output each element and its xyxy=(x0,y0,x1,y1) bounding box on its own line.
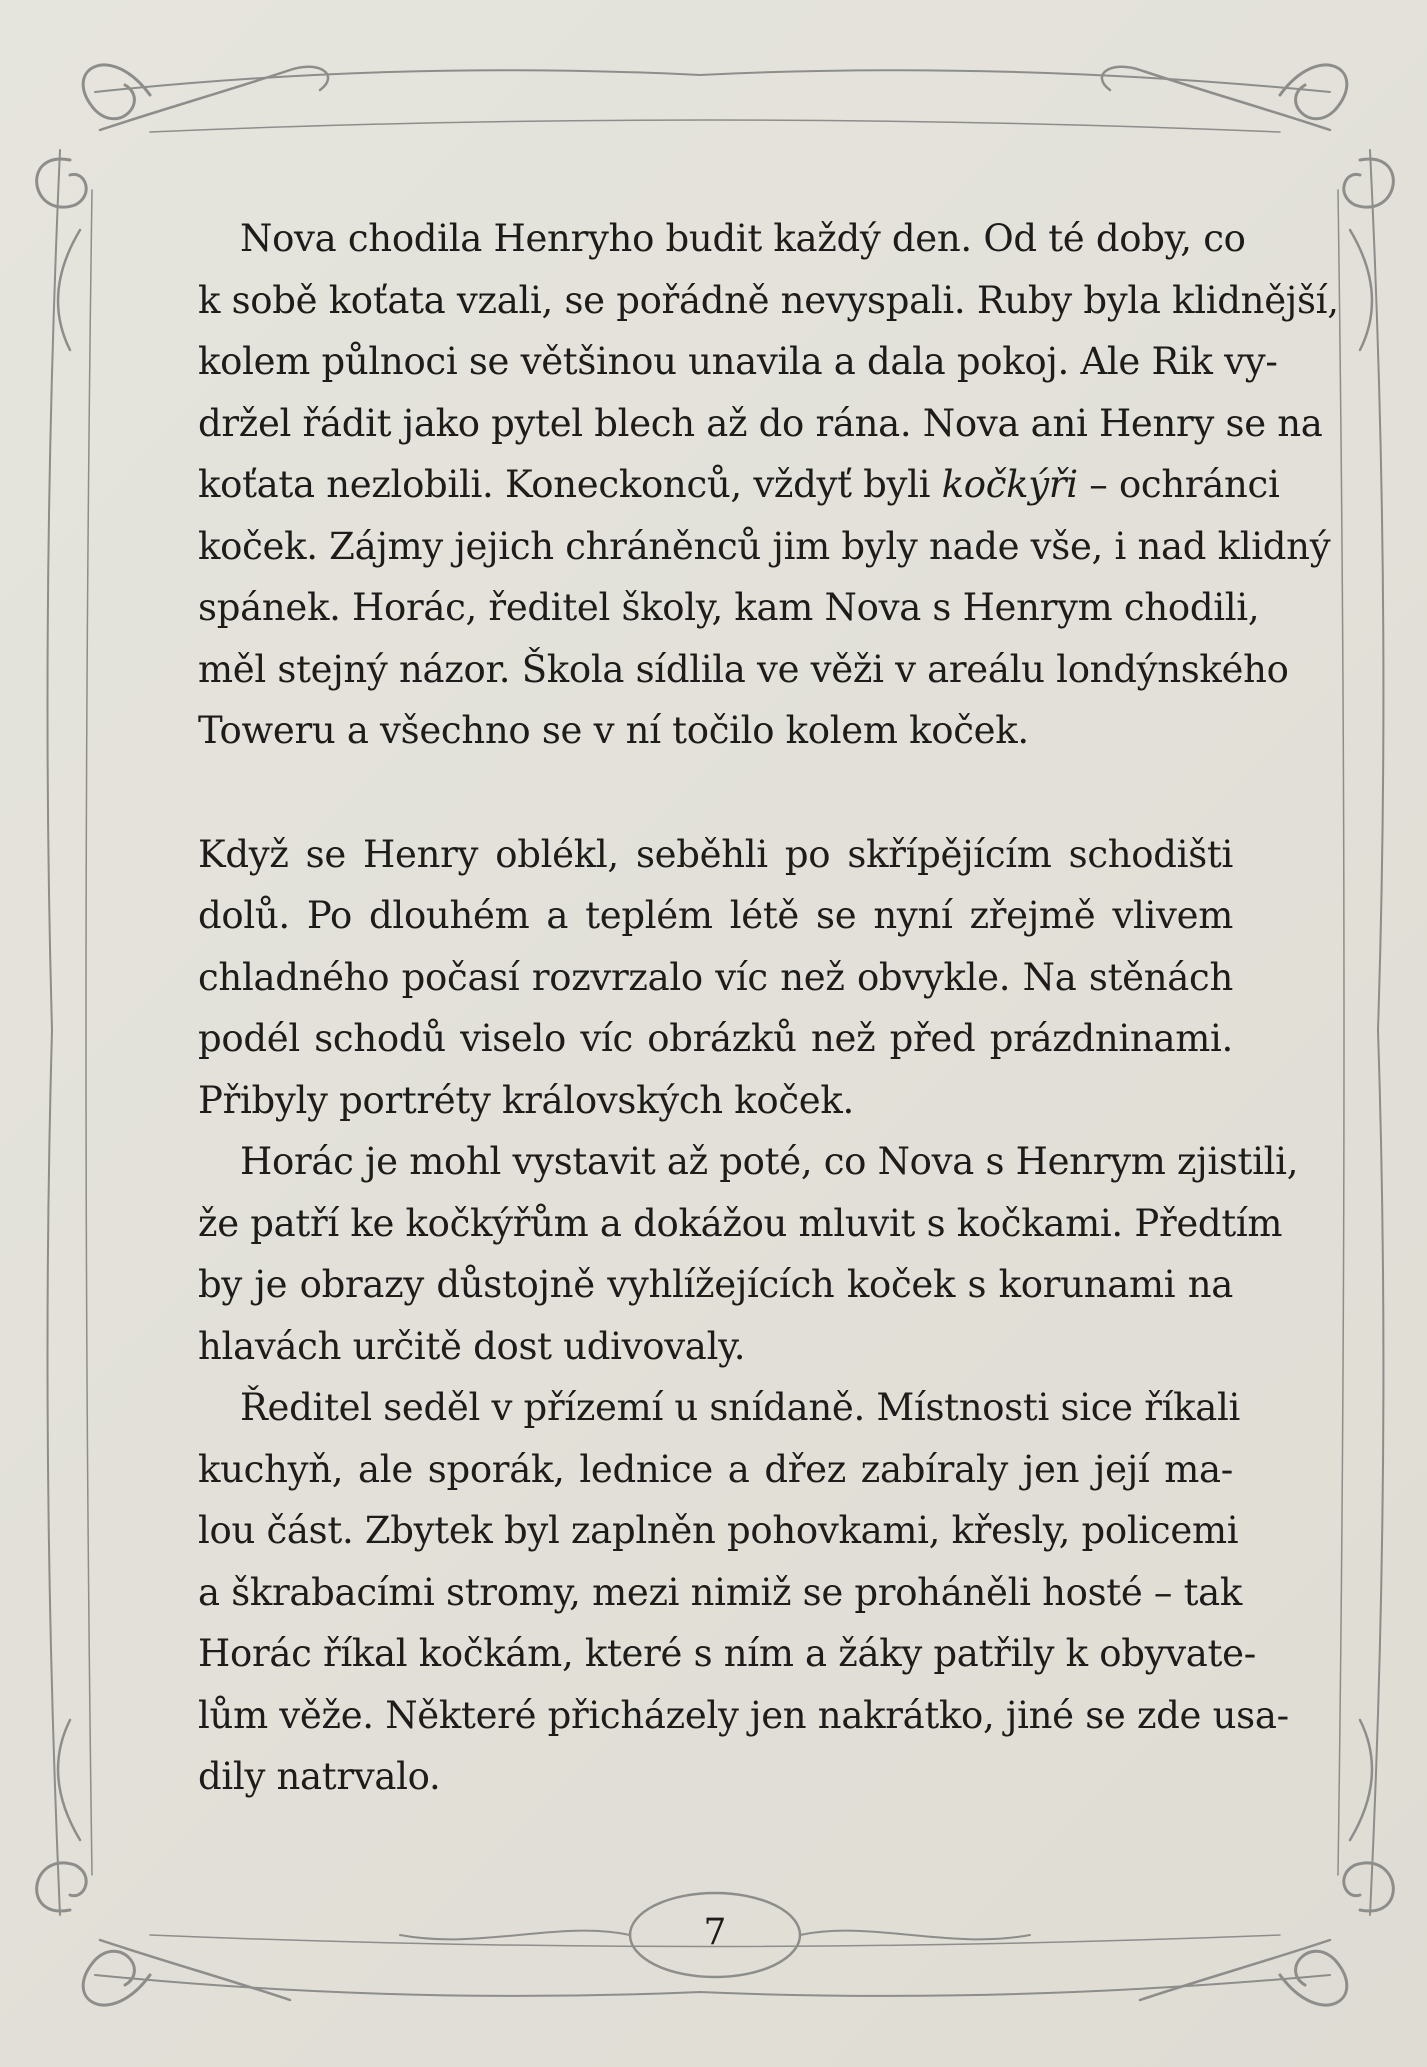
paragraph-3 xyxy=(198,1131,1299,1377)
text-line: spánek. Horác, ředitel školy, kam Nova s Henrym chodili, xyxy=(198,586,1260,629)
section-break xyxy=(198,762,1233,824)
text-line: chladného počasí rozvrzalo víc než obvykle. Na stěnách xyxy=(198,955,1233,999)
text-line: měl stejný názor. Škola sídlila ve věži v areálu londýnského xyxy=(198,647,1289,691)
body-text xyxy=(198,208,1339,1808)
text-line: by je obrazy důstojně vyhlížejících koček s korunami na xyxy=(198,1263,1233,1306)
text-line: hlavách určitě dost udivovaly. xyxy=(198,1324,746,1368)
paragraph-2 xyxy=(198,824,1233,1132)
text-line: lou část. Zbytek byl zaplněn pohovkami, křesly, policemi xyxy=(198,1509,1239,1552)
text-line: Ředitel seděl v přízemí u snídaně. Místnosti sice říkali xyxy=(240,1386,1241,1429)
text-line: Toweru a všechno se v ní točilo kolem koček. xyxy=(198,709,1029,752)
text-line: Nova chodila Henryho budit každý den. Od té doby, co xyxy=(240,217,1246,260)
text-line: k sobě koťata vzali, se pořádně nevyspali. Ruby byla klidnější, xyxy=(198,278,1339,322)
text-line: kuchyň, ale sporák, lednice a dřez zabíraly jen její ma- xyxy=(198,1447,1233,1491)
text-line: podél schodů viselo víc obrázků než před prázdninami. xyxy=(198,1017,1233,1060)
text-line: Horác říkal kočkám, které s ním a žáky patřily k obyvate- xyxy=(198,1632,1256,1675)
text-line: Přibyly portréty královských koček. xyxy=(198,1078,854,1122)
text-line: koček. Zájmy jejich chráněnců jim byly nade vše, i nad klidný xyxy=(198,524,1331,568)
text-line: lům věže. Některé přicházely jen nakrátko, jiné se zde usa- xyxy=(198,1693,1289,1737)
page-number: 7 xyxy=(703,1912,727,1953)
text-line: dolů. Po dlouhém a teplém létě se nyní zřejmě vlivem xyxy=(198,894,1233,937)
text-segment: koťata nezlobili. Koneckonců, vždyť byli xyxy=(198,463,942,506)
text-line: kolem půlnoci se většinou unavila a dala pokoj. Ale Rik vy- xyxy=(198,340,1278,383)
text-line: dily natrvalo. xyxy=(198,1755,441,1798)
paragraph-1 xyxy=(198,208,1339,762)
text-line: držel řádit jako pytel blech až do rána. Nova ani Henry se na xyxy=(198,401,1323,445)
text-line: že patří ke kočkýřům a dokážou mluvit s kočkami. Předtím xyxy=(198,1201,1283,1245)
text-line xyxy=(198,454,1280,516)
text-segment: – ochránci xyxy=(1077,463,1280,506)
text-line: Když se Henry oblékl, seběhli po skřípějícím schodišti xyxy=(198,832,1233,876)
text-line: Horác je mohl vystavit až poté, co Nova s Henrym zjistili, xyxy=(240,1140,1299,1183)
text-line: a škrabacími stromy, mezi nimiž se proháněli hosté – tak xyxy=(198,1570,1243,1614)
emphasized-word: kočkýři xyxy=(941,463,1078,506)
paragraph-4 xyxy=(198,1377,1289,1808)
